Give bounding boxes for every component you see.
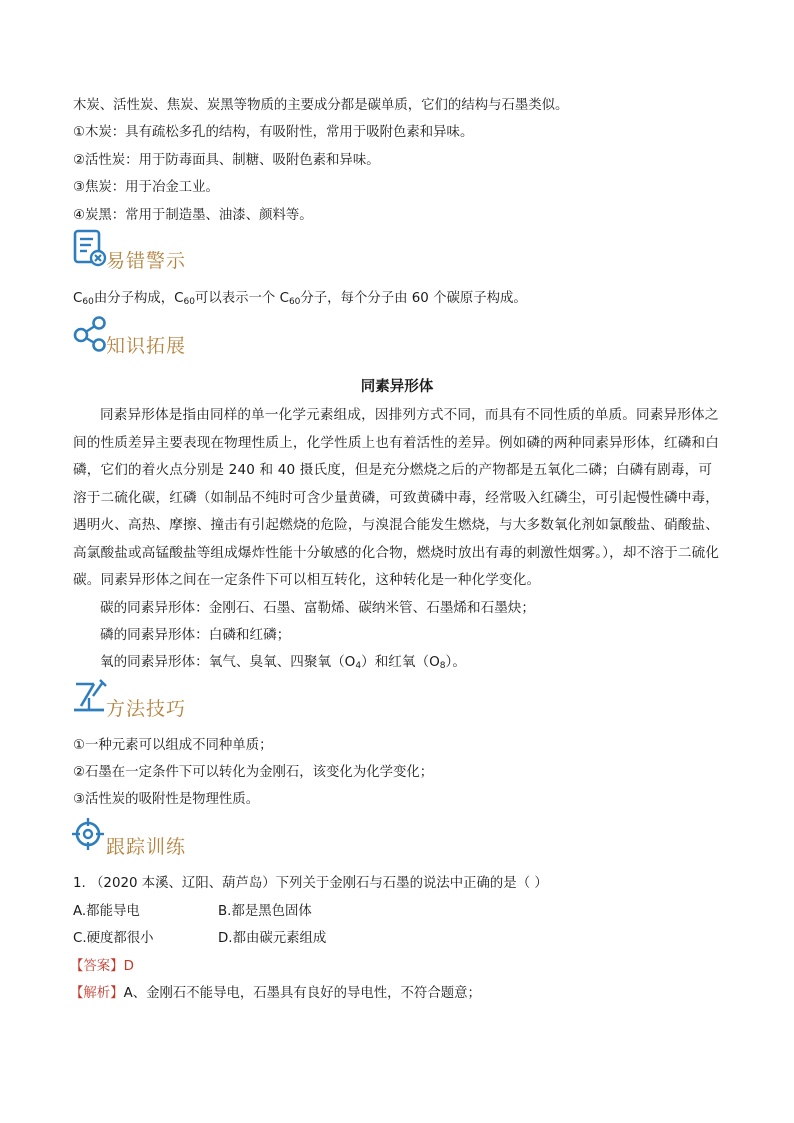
- section-heading-extension: [72, 313, 186, 357]
- section-heading-method: [72, 676, 186, 720]
- section-heading-warning: [72, 228, 186, 272]
- share-nodes-icon: [72, 313, 108, 357]
- analysis-label: 【解析】: [70, 986, 124, 1001]
- intro-item-activated-carbon: ②活性炭：用于防毒面具、制糖、吸附色素和异味。: [73, 153, 380, 168]
- intro-line: 木炭、活性炭、焦炭、炭黑等物质的主要成分都是碳单质，它们的结构与石墨类似。: [73, 98, 569, 113]
- warning-text: $C_{60}$由分子构成，$C_{60}$可以表示一个 $C_{60}$分子，每个分子由 60 个碳原子构成。: [73, 291, 527, 307]
- answer-value: D: [123, 959, 134, 974]
- section-title-extension: 知识拓展: [106, 335, 187, 357]
- target-icon: [72, 814, 108, 858]
- option-a: A.都能导电: [73, 904, 140, 919]
- analysis-text: A、金刚石不能导电，石墨具有良好的导电性，不符合题意；: [123, 986, 481, 1001]
- method-item: ②石墨在一定条件下可以转化为金刚石，该变化为化学变化；: [73, 765, 434, 780]
- option-c: C.硬度都很小: [73, 931, 154, 946]
- question-options-row-2: [73, 929, 326, 949]
- intro-item-carbon-black: ④炭黑：常用于制造墨、油漆、颜料等。: [73, 208, 313, 223]
- option-b: B.都是黑色固体: [218, 904, 312, 919]
- section-title-warning: 易错警示: [106, 250, 187, 272]
- section-title-practice: 跟踪训练: [106, 836, 187, 858]
- question-options-row-1: [73, 902, 312, 922]
- compass-ruler-icon: [72, 676, 108, 720]
- analysis-line: [70, 984, 481, 1004]
- answer-label: 【答案】: [70, 959, 124, 974]
- intro-item-coke: ③焦炭：用于冶金工业。: [73, 180, 219, 195]
- answer-line: [70, 957, 134, 977]
- method-item: ③活性炭的吸附性是物理性质。: [73, 792, 260, 807]
- oxygen-allotropes: 氧的同素异形体：氧气、臭氧、四聚氧$(O_4)$和红氧$(O_8)$。: [100, 654, 466, 671]
- section-title-method: 方法技巧: [106, 698, 187, 720]
- extension-paragraph: 同素异形体是指由同样的单一化学元素组成，因排列方式不同，而具有不同性质的单质。同素异形体之间的性质差异主要表现在物理性质上，化学性质上也有着活性的差异。例如磷的两种同素异形体，红磷和白磷，它们的着火点分别是 240 和 40 摄氏度，但是充分燃烧之后的产物都是五氧化二磷；白磷有剧毒，可溶于二硫化碳，红磷（如制品不纯时可含少量黄磷，可致黄磷中毒，经常吸入红磷尘，可引起慢性磷中毒，遇明火、高热、摩擦、撞击有引起燃烧的危险，与溴混合能发生燃烧，与大多数氧化剂如氯酸盐、硝酸盐、高氯酸盐或高锰酸盐等组成爆炸性能十分敏感的化合物，燃烧时放出有毒的刺激性烟雾。），却不溶于二硫化碳。同素异形体之间在一定条件下可以相互转化，这种转化是一种化学变化。: [73, 407, 720, 588]
- option-d: D.都由碳元素组成: [218, 931, 327, 946]
- intro-item-charcoal: ①木炭：具有疏松多孔的结构，有吸附性，常用于吸附色素和异味。: [73, 125, 474, 140]
- phosphorus-allotropes: 磷的同素异形体：白磷和红磷；: [100, 627, 291, 643]
- question-stem: 1. （2020 本溪、辽阳、葫芦岛）下列关于金刚石与石墨的说法中正确的是（ ）: [73, 876, 548, 891]
- section-heading-practice: [72, 814, 186, 858]
- carbon-allotropes: 碳的同素异形体：金刚石、石墨、富勒烯、碳纳米管、石墨烯和石墨炔；: [100, 600, 535, 616]
- extension-title: 同素异形体: [360, 379, 434, 395]
- method-item: ①一种元素可以组成不同种单质；: [73, 738, 273, 753]
- warning-document-icon: [72, 228, 108, 272]
